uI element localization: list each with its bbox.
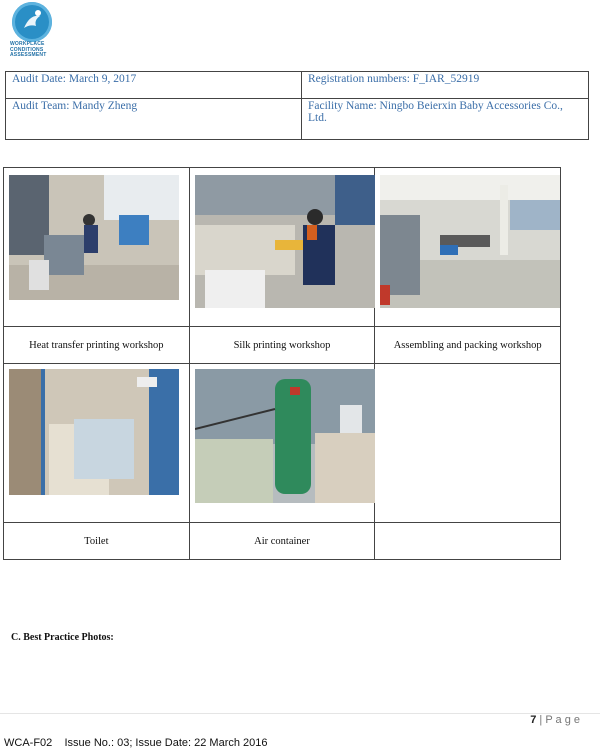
audit-date: Audit Date: March 9, 2017 [6, 72, 302, 99]
audit-team: Audit Team: Mandy Zheng [6, 99, 302, 140]
page-number-value: 7 [530, 714, 537, 726]
assembling-packing-workshop-photo [380, 175, 560, 308]
empty-photo-cell [375, 364, 561, 523]
air-container-photo [195, 369, 375, 503]
toilet-photo [9, 369, 179, 495]
logo-text: WORKPLACE CONDITIONS ASSESSMENT [10, 41, 47, 58]
heat-transfer-workshop-photo [9, 175, 179, 300]
audit-info-table [5, 71, 589, 140]
photo-cell [4, 168, 190, 327]
photo-caption: Heat transfer printing workshop [4, 327, 190, 364]
page-separator: | [536, 714, 546, 726]
photo-caption: Silk printing workshop [189, 327, 375, 364]
photo-caption: Air container [189, 523, 375, 560]
photo-caption: Toilet [4, 523, 190, 560]
wca-logo [8, 2, 68, 62]
photo-cell [375, 168, 561, 327]
page-number [530, 714, 580, 726]
photo-table [3, 167, 561, 560]
document-footer: WCA-F02 Issue No.: 03; Issue Date: 22 March 2016 [4, 737, 268, 749]
photo-caption [375, 523, 561, 560]
section-title: C. Best Practice Photos: [11, 632, 114, 643]
footer-divider [0, 713, 600, 714]
photo-cell [189, 168, 375, 327]
photo-cell [189, 364, 375, 523]
photo-cell [4, 364, 190, 523]
facility-name: Facility Name: Ningbo Beierxin Baby Accessories Co., Ltd. [302, 99, 589, 140]
silk-printing-workshop-photo [195, 175, 375, 308]
logo-emblem-icon [12, 2, 52, 42]
photo-caption: Assembling and packing workshop [375, 327, 561, 364]
page-label: P a g e [545, 714, 580, 726]
registration-number: Registration numbers: F_IAR_52919 [302, 72, 589, 99]
